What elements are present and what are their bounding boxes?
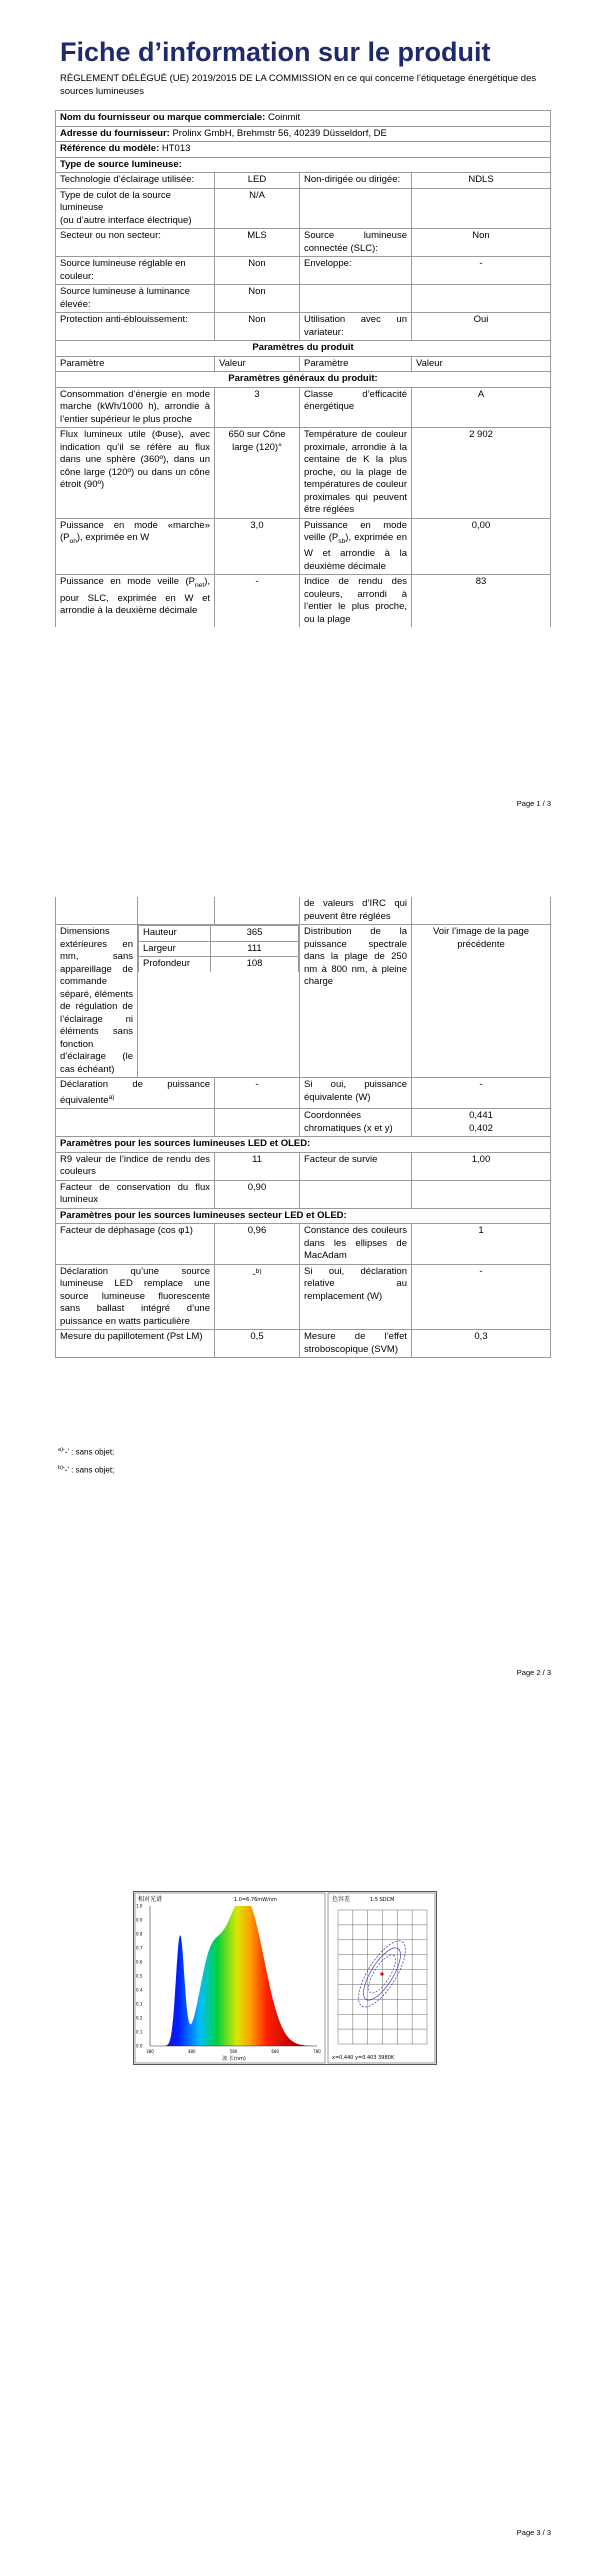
spectrum-y-tick: 0.9 [136, 1917, 143, 1923]
footnote-a [58, 1443, 114, 1460]
address-label: Adresse du fournisseur: [60, 127, 170, 139]
cri-cont-label: de valeurs d’IRC qui peuvent être réglées [300, 897, 412, 925]
xy-value [412, 1109, 551, 1137]
glare-value: Non [215, 313, 300, 341]
chromaticity-point [380, 1972, 383, 1975]
equiv-value: - [215, 1078, 300, 1109]
page-number: Page 3 / 3 [516, 2528, 551, 2537]
nondir-label: Non-dirigée ou dirigée: [300, 173, 412, 189]
flicker-value: 0,5 [215, 1330, 300, 1358]
col-value-2: Valeur [412, 356, 551, 372]
replace-value-text: - [252, 1268, 256, 1280]
nondir-value: NDLS [412, 173, 551, 189]
table-row [56, 313, 551, 341]
pon-sub: on [69, 537, 77, 545]
mains-label: Secteur ou non secteur: [56, 229, 215, 257]
svm-label: Mesure de l’effet stroboscopique (SVM) [300, 1330, 412, 1358]
equivw-value: - [412, 1078, 551, 1109]
y-value: 0,402 [469, 1122, 493, 1134]
replace-value [215, 1264, 300, 1330]
survival-label: Facteur de survie [300, 1152, 412, 1180]
spectrum-info: 1.0=6.76mW/nm [234, 1897, 277, 1903]
spectrum-y-tick: 1.0 [136, 1903, 143, 1909]
height-value: 365 [211, 926, 299, 942]
svm-value: 0,3 [412, 1330, 551, 1358]
page-1 [0, 0, 603, 819]
cct-label: Température de couleur proximale, arrondie à la centaine de K la plus proche, ou la plage de températures de couleur proximales qui peuvent être réglées [300, 428, 412, 519]
footnote-a-text: ‘-’ : sans objet; [62, 1447, 115, 1457]
spectrum-y-tick: 0.4 [136, 1987, 143, 1993]
type-header: Type de source lumineuse: [56, 157, 551, 173]
spectrum-x-tick: 480 [187, 2049, 196, 2054]
mains-led-header-row [56, 1208, 551, 1224]
psb-label-a: Puissance en mode veille (P [304, 519, 407, 543]
cct-value: 2 902 [412, 428, 551, 519]
colour-label: Source lumineuse réglable en couleur: [56, 257, 215, 285]
spectrum-x-tick: 580 [229, 2049, 238, 2054]
address-value: Prolinx GmbH, Brehmstr 56, 40239 Düsseldorf, DE [172, 127, 387, 139]
pon-label [56, 518, 215, 575]
slc-label: Source lumineuse connectée (SLC): [300, 229, 412, 257]
page-3 [0, 1739, 603, 2560]
spectrum-y-tick: 0.6 [136, 1959, 143, 1965]
spectrum-y-tick: 0.2 [136, 2015, 143, 2021]
product-info-table-cont [55, 897, 551, 1358]
flux-label: Flux lumineux utile (Φuse), avec indication qu’il se réfère au flux dans une sphère (360º), dans un cône large (120º) ou dans un cône étroit (90º) [56, 428, 215, 519]
equiv-label [56, 1078, 215, 1109]
model-row [56, 142, 551, 158]
table-row [56, 188, 551, 229]
phase-value: 0,96 [215, 1224, 300, 1265]
psb-label-b: ), exprimée en W et arrondie à la deuxième décimale [304, 532, 407, 572]
address-row [56, 126, 551, 142]
replacew-label: Si oui, déclaration relative au remplacement (W) [300, 1264, 412, 1330]
table-row [56, 257, 551, 285]
cri-value: 83 [412, 575, 551, 628]
table-row [56, 428, 551, 519]
class-label: Classe d’efficacité énergétique [300, 387, 412, 428]
led-header-row [56, 1137, 551, 1153]
dimmer-label: Utilisation avec un variateur: [300, 313, 412, 341]
replace-label: Déclaration qu’une source lumineuse LED remplace une source lumineuse fluorescente sans ballast intégré d’une puissance en watts particulière [56, 1264, 215, 1330]
supplier-label: Nom du fournisseur ou marque commerciale: [60, 112, 266, 123]
spectrum-x-tick: 680 [271, 2049, 280, 2054]
glare-label: Protection anti-éblouissement: [56, 313, 215, 341]
depth-value: 108 [211, 957, 299, 972]
pnet-sub: net [194, 582, 205, 590]
spectrum-x-tick: 780 [313, 2049, 321, 2054]
table-row [56, 1224, 551, 1265]
width-value: 111 [211, 941, 299, 957]
footnote-b [58, 1461, 114, 1478]
high-luminance-label: Source lumineuse à luminance élevée: [56, 285, 215, 313]
led-header: Paramètres pour les sources lumineuses LED et OLED: [56, 1137, 551, 1153]
equiv-label-text: Déclaration de puissance équivalente [60, 1079, 210, 1106]
page-number: Page 2 / 3 [516, 1668, 551, 1677]
spectrum-x-tick: 380 [146, 2049, 154, 2054]
class-value: A [412, 387, 551, 428]
replacew-value: - [412, 1264, 551, 1330]
table-row [56, 575, 551, 628]
slc-value: Non [412, 229, 551, 257]
footnote-b-text: ‘-’ : sans objet; [62, 1465, 115, 1475]
table-row [56, 518, 551, 575]
spectrum-y-tick: 0.7 [136, 1945, 143, 1951]
x-value: 0,441 [469, 1110, 493, 1122]
spectrum-xlabel: 波 长(nm) [222, 2056, 246, 2062]
cri-label: Indice de rendu des couleurs, arrondi à l’entier le plus proche, ou la plage [300, 575, 412, 628]
measurement-figure [134, 1892, 436, 2064]
mains-value: MLS [215, 229, 300, 257]
cie-info: 1:5 SDCM [370, 1897, 395, 1903]
table-row [56, 1180, 551, 1208]
page-number: Page 1 / 3 [516, 799, 551, 808]
psb-value: 0,00 [412, 518, 551, 575]
xy-label: Coordonnées chromatiques (x et y) [300, 1109, 412, 1137]
flux-value: 650 sur Cône large (120)° [215, 428, 300, 519]
dimmer-value: Oui [412, 313, 551, 341]
params-header-row [56, 341, 551, 357]
table-row [56, 1109, 551, 1137]
col-value-1: Valeur [215, 356, 300, 372]
table-row [56, 1152, 551, 1180]
cie-panel [328, 1893, 435, 2063]
pon-label-b: ), exprimée en W [76, 532, 150, 543]
spectrum-title: 相对光谱 [138, 1896, 163, 1903]
table-row [56, 229, 551, 257]
height-label: Hauteur [139, 926, 211, 942]
envelope-label: Enveloppe: [300, 257, 412, 285]
flicker-label: Mesure du papillotement (Pst LM) [56, 1330, 215, 1358]
spectrum-y-tick: 0.5 [136, 1973, 143, 1979]
model-value: HT013 [161, 143, 191, 154]
pon-label-a: Puissance en mode «marche» (P [60, 519, 210, 543]
pon-value: 3,0 [215, 518, 300, 575]
cie-title: 色容差 [332, 1896, 351, 1903]
macadam-label: Constance des couleurs dans les ellipses de MacAdam [300, 1224, 412, 1265]
equivw-label: Si oui, puissance équivalente (W) [300, 1078, 412, 1109]
general-header: Paramètres généraux du produit: [56, 372, 551, 388]
dims-table [138, 925, 299, 972]
cie-footer: x=0.440 y=0.403 3980K [332, 2055, 395, 2061]
r9-value: 11 [215, 1152, 300, 1180]
type-header-row [56, 157, 551, 173]
spectrum-y-tick: 0.3 [136, 2001, 143, 2007]
spectrum-y-tick: 0.8 [136, 1931, 143, 1937]
lumen-maint-label: Facteur de conservation du flux lumineux [56, 1180, 215, 1208]
tech-label: Technologie d’éclairage utilisée: [56, 173, 215, 189]
pnet-label-a: Puissance en mode veille (P [60, 576, 195, 588]
macadam-value: 1 [412, 1224, 551, 1265]
table-row [56, 173, 551, 189]
col-param-2: Paramètre [300, 356, 412, 372]
table-row [56, 1264, 551, 1330]
energy-label: Consommation d’énergie en mode marche (kWh/1000 h), arrondie à l’entier supérieur le plus proche [56, 387, 215, 428]
product-info-table [55, 110, 551, 627]
regulation-intro: RÈGLEMENT DÉLÉGUÉ (UE) 2019/2015 DE LA COMMISSION en ce qui concerne l’étiquetage énergétique des sources lumineuses [60, 73, 537, 97]
pnet-label [56, 575, 215, 628]
r9-label: R9 valeur de l’indice de rendu des couleurs [56, 1152, 215, 1180]
cap-value: N/A [215, 188, 300, 229]
spectrum-and-chromaticity-image [133, 1891, 437, 2065]
dims-block [138, 925, 300, 1078]
dims-label: Dimensions extérieures en mm, sans appareillage de commande séparé, éléments de régulation de l’éclairage ni éléments sans fonction d’éclairage (le cas échéant) [56, 925, 138, 1078]
supplier-row [56, 111, 551, 127]
spectrum-y-tick: 0.1 [136, 2029, 143, 2035]
replace-sup: b) [255, 1267, 262, 1275]
spectrum-y-tick: 0.0 [136, 2043, 143, 2049]
survival-value: 1,00 [412, 1152, 551, 1180]
envelope-value: - [412, 257, 551, 285]
model-label: Référence du modèle: [60, 143, 160, 154]
supplier-value: Coinmit [268, 112, 301, 123]
page-title: Fiche d’information sur le produit [60, 37, 491, 67]
table-row [56, 387, 551, 428]
table-row [56, 897, 551, 925]
psb-sub: sb [338, 537, 346, 545]
equiv-sup: a) [108, 1093, 115, 1101]
colour-value: Non [215, 257, 300, 285]
tech-value: LED [215, 173, 300, 189]
table-row [56, 925, 551, 1078]
footnote-a-sup: a) [58, 1447, 63, 1453]
energy-value: 3 [215, 387, 300, 428]
table-row [56, 1078, 551, 1109]
width-label: Largeur [139, 941, 211, 957]
footnote-b-sup: b) [58, 1465, 63, 1471]
spd-value: Voir l’image de la page précédente [412, 925, 551, 1078]
mains-led-header: Paramètres pour les sources lumineuses secteur LED et OLED: [56, 1208, 551, 1224]
table-row [56, 1330, 551, 1358]
pnet-label-b: ), pour SLC, exprimée en W et arrondie à la deuxième décimale [60, 576, 210, 617]
col-param-1: Paramètre [56, 356, 215, 372]
lumen-maint-value: 0,90 [215, 1180, 300, 1208]
column-header-row [56, 356, 551, 372]
high-luminance-value: Non [215, 285, 300, 313]
depth-label: Profondeur [139, 957, 211, 972]
params-header: Paramètres du produit [56, 341, 551, 357]
pnet-value: - [215, 575, 300, 628]
spd-label: Distribution de la puissance spectrale dans la plage de 250 nm à 800 nm, à pleine charge [300, 925, 412, 1078]
phase-label: Facteur de déphasage (cos φ1) [56, 1224, 215, 1265]
cap-label: Type de culot de la source lumineuse (ou d’autre interface électrique) [56, 188, 215, 229]
psb-label [300, 518, 412, 575]
page-2 [0, 819, 603, 1739]
general-header-row [56, 372, 551, 388]
table-row [56, 285, 551, 313]
